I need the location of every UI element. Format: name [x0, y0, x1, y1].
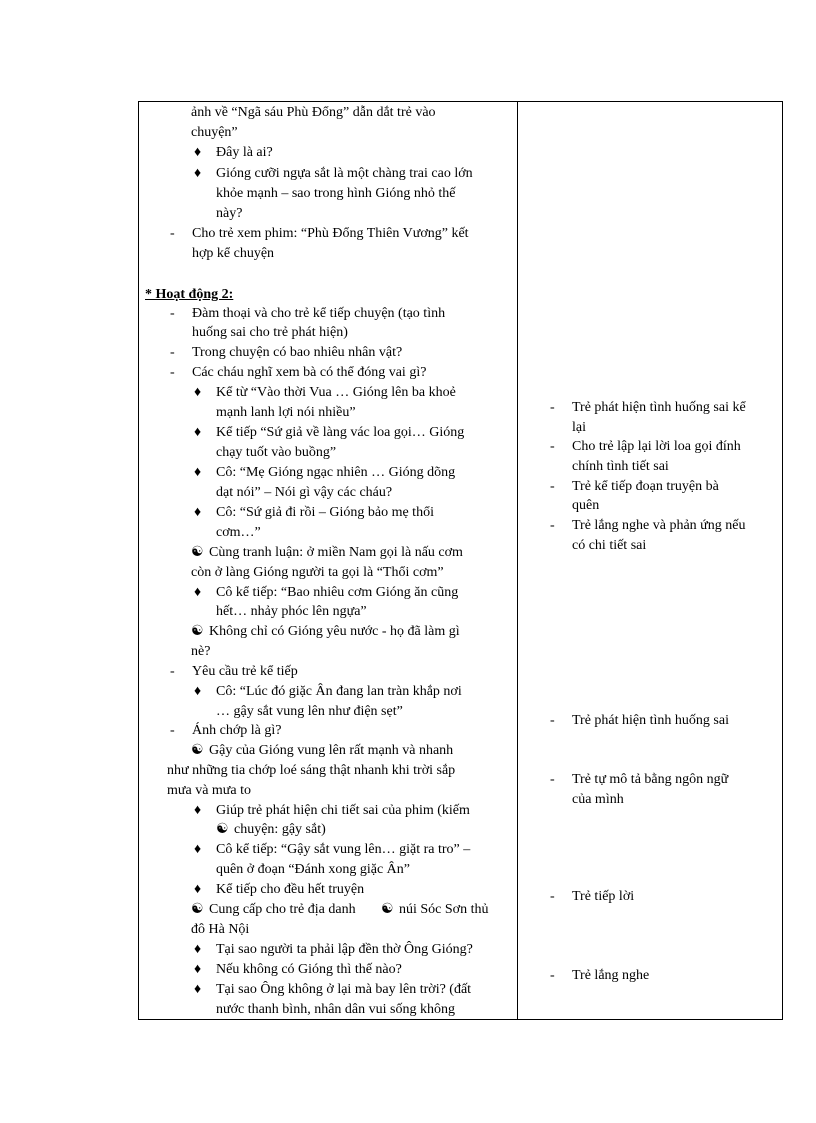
- diamond-bullet-icon: ♦: [194, 962, 202, 977]
- question-giong-line-3: này?: [216, 206, 243, 221]
- flash-line-3: mưa và mưa to: [167, 783, 251, 798]
- diamond-bullet-icon: ♦: [194, 505, 202, 520]
- diamond-bullet-icon: ♦: [194, 166, 202, 181]
- tell-3-line-1: Cô: “Mẹ Gióng ngạc nhiên … Gióng dõng: [216, 465, 456, 480]
- response-1-line-2: lại: [572, 420, 586, 435]
- detect-line-1: Giúp trẻ phát hiện chi tiết sai của phim (kiếm: [216, 803, 470, 818]
- dash-bullet: -: [550, 713, 555, 728]
- diamond-bullet-icon: ♦: [194, 145, 202, 160]
- tell-6-line-1: Cô: “Lúc đó giặc Ân đang lan tràn khắp nơi: [216, 684, 462, 699]
- place-line-1: Cung cấp cho trẻ địa danh: [209, 902, 356, 917]
- fly-line-1: Tại sao Ông không ở lại mà bay lên trời? (đất: [216, 982, 472, 997]
- tell-1-line-1: Kể từ “Vào thời Vua … Gióng lên ba khoẻ: [216, 385, 456, 400]
- fly-line-2: nước thanh bình, nhân dân vui sống không: [216, 1002, 455, 1017]
- diamond-bullet-icon: ♦: [194, 385, 202, 400]
- diamond-bullet-icon: ♦: [194, 585, 202, 600]
- tell-2-line-1: Kể tiếp “Sứ giả về làng vác loa gọi… Gióng: [216, 425, 465, 440]
- tell-3-line-2: dạt nói” – Nói gì vậy các cháu?: [216, 485, 393, 500]
- flash-question: Ánh chớp là gì?: [192, 723, 282, 738]
- film-line-1: Cho trẻ xem phim: “Phù Đổng Thiên Vương” kết: [192, 226, 469, 241]
- column-divider: [517, 101, 518, 1020]
- dash-bullet: -: [550, 518, 555, 533]
- tell-7-line-2: quên ở đoạn “Đánh xong giặc Ân”: [216, 862, 411, 877]
- dash-bullet: -: [550, 889, 555, 904]
- debate-line-1: Cùng tranh luận: ở miền Nam gọi là nấu cơm: [209, 545, 463, 560]
- question-giong-line-2: khỏe mạnh – sao trong hình Gióng nhỏ thế: [216, 186, 456, 201]
- no-giong-question: Nếu không có Gióng thì thế nào?: [216, 962, 402, 977]
- talk-line-1: Đàm thoại và cho trẻ kể tiếp chuyện (tạo tình: [192, 306, 446, 321]
- arrow-symbol-icon: ☯: [216, 822, 229, 837]
- response-6-line-1: Trẻ tự mô tả bằng ngôn ngữ: [572, 772, 729, 787]
- dash-bullet: -: [170, 345, 175, 360]
- detect-line-2: chuyện: gậy sắt): [234, 822, 326, 837]
- arrow-symbol-icon: ☯: [191, 902, 204, 917]
- question-who: Đây là ai?: [216, 145, 273, 160]
- diamond-bullet-icon: ♦: [194, 803, 202, 818]
- place-line-2: đô Hà Nội: [191, 922, 250, 937]
- diamond-bullet-icon: ♦: [194, 882, 202, 897]
- place-line-1b: núi Sóc Sơn thủ: [399, 902, 489, 917]
- tell-1-line-2: mạnh lanh lợi nói nhiều”: [216, 405, 356, 420]
- continue-request: Yêu cầu trẻ kể tiếp: [192, 664, 298, 679]
- diamond-bullet-icon: ♦: [194, 842, 202, 857]
- diamond-bullet-icon: ♦: [194, 684, 202, 699]
- tell-4-line-2: cơm…”: [216, 525, 261, 540]
- talk-line-2: huống sai cho trẻ phát hiện): [192, 325, 348, 340]
- arrow-symbol-icon: ☯: [381, 902, 394, 917]
- arrow-symbol-icon: ☯: [191, 545, 204, 560]
- response-7: Trẻ tiếp lời: [572, 889, 635, 904]
- response-4-line-1: Trẻ lắng nghe và phản ứng nếu: [572, 518, 746, 533]
- response-3-line-2: quên: [572, 498, 600, 513]
- flash-line-2: như những tia chớp loé sáng thật nhanh khi trời sắp: [167, 763, 456, 778]
- tell-6-line-2: … gậy sắt vung lên như điện sẹt”: [216, 704, 403, 719]
- tell-2-line-2: chạy tuốt vào buồng”: [216, 445, 337, 460]
- diamond-bullet-icon: ♦: [194, 465, 202, 480]
- intro-line-1: ảnh về “Ngã sáu Phù Đổng” dẫn dắt trẻ vào: [191, 105, 436, 120]
- dash-bullet: -: [550, 968, 555, 983]
- tell-4-line-1: Cô: “Sứ giả đi rồi – Gióng bảo mẹ thổi: [216, 505, 434, 520]
- heading-activity-2: * Hoạt động 2:: [145, 287, 234, 302]
- tell-8: Kể tiếp cho đều hết truyện: [216, 882, 365, 897]
- response-6-line-2: của mình: [572, 792, 624, 807]
- diamond-bullet-icon: ♦: [194, 425, 202, 440]
- roleplay-question: Các cháu nghĩ xem bà có thể đóng vai gì?: [192, 365, 427, 380]
- patriot-line-2: nè?: [191, 644, 211, 659]
- response-4-line-2: có chi tiết sai: [572, 538, 647, 553]
- response-3-line-1: Trẻ kể tiếp đoạn truyện bà: [572, 479, 719, 494]
- characters-question: Trong chuyện có bao nhiêu nhân vật?: [192, 345, 403, 360]
- dash-bullet: -: [550, 772, 555, 787]
- tell-5-line-2: hết… nhảy phóc lên ngựa”: [216, 604, 367, 619]
- diamond-bullet-icon: ♦: [194, 982, 202, 997]
- response-8: Trẻ lắng nghe: [572, 968, 650, 983]
- dash-bullet: -: [170, 664, 175, 679]
- arrow-symbol-icon: ☯: [191, 743, 204, 758]
- debate-line-2: còn ở làng Gióng người ta gọi là “Thổi cơm”: [191, 565, 444, 580]
- diamond-bullet-icon: ♦: [194, 942, 202, 957]
- dash-bullet: -: [170, 723, 175, 738]
- dash-bullet: -: [550, 439, 555, 454]
- temple-question: Tại sao người ta phải lập đền thờ Ông Gióng?: [216, 942, 473, 957]
- response-1-line-1: Trẻ phát hiện tình huống sai kể: [572, 400, 746, 415]
- tell-5-line-1: Cô kể tiếp: “Bao nhiêu cơm Gióng ăn cũng: [216, 585, 459, 600]
- dash-bullet: -: [550, 400, 555, 415]
- question-giong-line-1: Gióng cưỡi ngựa sắt là một chàng trai cao lớn: [216, 166, 473, 181]
- dash-bullet: -: [170, 306, 175, 321]
- film-line-2: hợp kể chuyện: [192, 246, 275, 261]
- dash-bullet: -: [170, 226, 175, 241]
- tell-7-line-1: Cô kể tiếp: “Gậy sắt vung lên… giặt ra tro” –: [216, 842, 471, 857]
- dash-bullet: -: [550, 479, 555, 494]
- patriot-line-1: Không chỉ có Gióng yêu nước - họ đã làm gì: [209, 624, 460, 639]
- response-5: Trẻ phát hiện tình huống sai: [572, 713, 729, 728]
- response-2-line-1: Cho trẻ lập lại lời loa gọi đính: [572, 439, 741, 454]
- dash-bullet: -: [170, 365, 175, 380]
- flash-line-1: Gậy của Gióng vung lên rất mạnh và nhanh: [209, 743, 454, 758]
- arrow-symbol-icon: ☯: [191, 624, 204, 639]
- response-2-line-2: chính tình tiết sai: [572, 459, 669, 474]
- intro-line-2: chuyện”: [191, 125, 238, 140]
